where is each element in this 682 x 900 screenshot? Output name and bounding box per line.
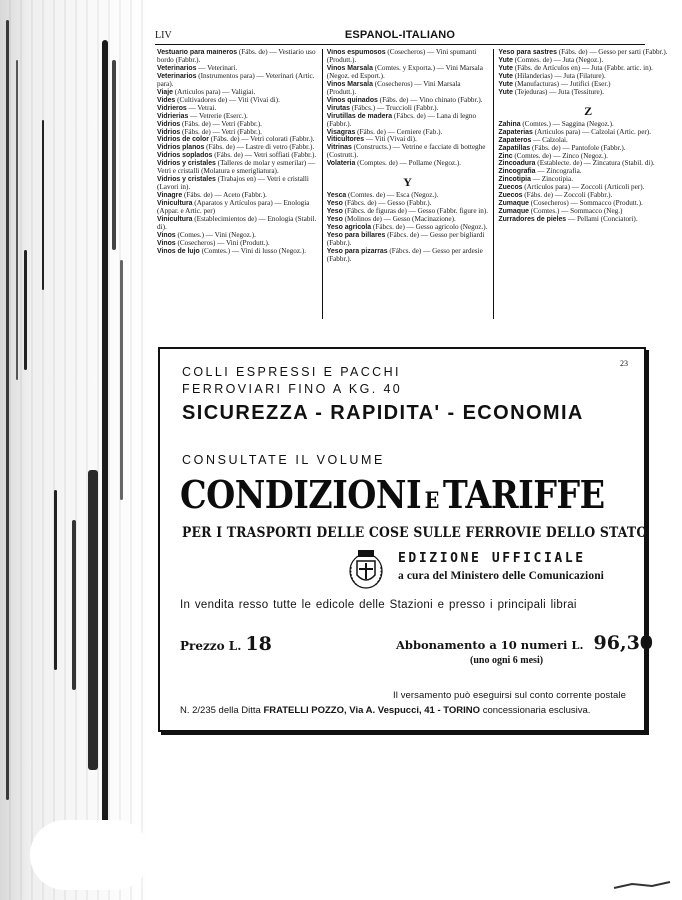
entry-headword: Zurradores de pieles <box>498 216 567 224</box>
entry-translation: (Fábs. de) — Vino chinato (Fabbr.). <box>379 95 483 104</box>
dictionary-entry <box>327 81 489 97</box>
entry-headword: Vidrierias <box>157 112 189 120</box>
ad-subscription-value: 96,30 <box>593 632 654 654</box>
entry-translation: — Calzolai. <box>533 135 568 144</box>
dictionary-entry <box>157 176 317 192</box>
entry-headword: Volateria <box>326 160 356 168</box>
entry-headword: Vinos <box>157 231 176 239</box>
ad-subscription-label: Abbonamento a 10 numeri L. <box>396 638 584 652</box>
entry-headword: Yeso para pizarras <box>326 247 388 255</box>
entry-translation: (Cultivadores de) — Viti (Vivai di). <box>177 95 280 104</box>
ad-subtitle: PER I TRASPORTI DELLE COSE SULLE FERROVIE DELLO STATO <box>182 525 648 541</box>
entry-translation: (Hilanderias) — Juta (Filature). <box>514 71 606 80</box>
entry-translation: (Cosecheros) — Vini spumanti (Produtt.). <box>326 49 477 64</box>
entry-headword: Zumaque <box>498 200 529 208</box>
entry-headword: Zumaque <box>498 208 529 216</box>
entry-translation: (Comptes. de) — Pollame (Negoz.). <box>357 159 462 168</box>
ad-account-suffix: concessionaria esclusiva. <box>482 705 591 716</box>
entry-headword: Vinos quinados <box>326 96 378 104</box>
dictionary-column-2 <box>322 49 494 319</box>
entry-headword: Zincoadura <box>498 160 536 168</box>
dictionary-entry <box>157 73 317 89</box>
scan-streak <box>54 490 57 670</box>
entry-translation: (Cosecheros) — Vini Marsala (Produtt.). <box>326 79 461 96</box>
entry-headword: Vidrios planos <box>157 144 205 152</box>
entry-translation: (Establecte. de) — Zincatura (Stabil. di). <box>537 159 655 168</box>
scan-streak <box>24 250 27 370</box>
entry-headword: Vidrios <box>157 128 181 136</box>
state-emblem-icon <box>346 547 386 591</box>
entry-headword: Viaje <box>157 88 173 96</box>
entry-translation: (Establecimientos de) — Enologia (Stabil. di). <box>157 215 317 231</box>
scan-streak <box>102 40 108 870</box>
entry-translation: (Cosecheros) — Vini (Produtt.). <box>177 238 270 247</box>
entry-translation: (Fábcs. de) — Gesso per bigliardi (Fabbr.). <box>326 231 485 248</box>
entry-translation: (Manufacturas) — Jutifici (Eser.) <box>514 79 611 88</box>
entry-headword: Vinos Marsala <box>326 80 373 88</box>
entry-headword: Vides <box>157 96 176 104</box>
entry-headword: Zincotipia <box>498 176 531 184</box>
entry-headword: Zahina <box>498 120 521 128</box>
dictionary-entry <box>157 200 317 216</box>
ad-price <box>180 633 272 655</box>
ad-title-part-2: TARIFFE <box>442 472 605 517</box>
entry-translation: — Veterinari. <box>198 63 238 72</box>
scan-streak <box>88 470 98 770</box>
dictionary-entry <box>498 216 678 224</box>
entry-translation: (Fábcs. de) — Gesso per ardesie (Fabbr.). <box>326 246 483 263</box>
entry-headword: Yute <box>498 88 513 96</box>
entry-translation: (Fábs. de) — Cerniere (Fab.). <box>357 127 443 136</box>
entry-translation: (Fábs. de) — Vestiario uso bordo (Fabbr.). <box>157 49 316 64</box>
entry-headword: Vinicultura <box>157 200 193 208</box>
entry-headword: Yeso agricola <box>326 224 372 232</box>
entry-headword: Zincografia <box>498 168 536 176</box>
entry-translation: (Comes.) — Vini (Negoz.). <box>177 230 256 239</box>
ad-title-part-1: CONDIZIONI <box>180 472 422 517</box>
entry-headword: Vidrios de color <box>157 136 209 144</box>
entry-headword: Yesca <box>326 192 347 200</box>
entry-headword: Vinos <box>157 239 176 247</box>
ad-line-2: FERROVIARI FINO A KG. 40 <box>182 382 403 396</box>
entry-headword: Zinc <box>498 152 513 160</box>
ad-account-prefix: N. 2/235 della Ditta <box>180 705 261 716</box>
entry-translation: (Talleres de molar y esmerilar) — Vetri e cristalli (Molatura e smerigliatura). <box>157 159 316 176</box>
entry-translation: (Fábs. de) — Vetri (Fabbr.). <box>182 127 262 136</box>
ad-number: 23 <box>620 359 628 368</box>
page-header <box>155 30 645 45</box>
entry-headword: Zapatillas <box>498 144 531 152</box>
entry-headword: Visagras <box>326 128 356 136</box>
entry-headword: Yeso para billares <box>326 232 386 240</box>
entry-translation: (Tejeduras) — Juta (Tessiture). <box>514 87 604 96</box>
entry-headword: Veterinarios <box>157 72 197 80</box>
dictionary-entry <box>498 129 678 137</box>
entry-headword: Zapaterias <box>498 128 533 136</box>
entry-translation: (Comtes.) — Vini di lusso (Negoz.). <box>201 246 307 255</box>
dictionary-column-1 <box>157 49 322 319</box>
entry-headword: Yute <box>498 64 513 72</box>
ad-account-company: FRATELLI POZZO, Via A. Vespucci, 41 - TORINO <box>263 705 481 716</box>
dictionary-entry <box>157 97 317 105</box>
ad-line-1: COLLI ESPRESSI E PACCHI <box>182 365 401 379</box>
running-head: ESPANOL-ITALIANO <box>344 29 456 41</box>
entry-translation: (Aparatos y Artículos para) — Enologia (Appar. e Artic. per) <box>157 199 310 216</box>
entry-headword: Vestuario para maineros <box>157 49 238 56</box>
entry-headword: Vidrieros <box>157 104 187 112</box>
entry-headword: Vinos espumosos <box>326 49 386 56</box>
entry-translation: (Fábcs. de figuras de) — Gesso (Fabbr. figure in). <box>344 207 489 216</box>
dictionary-columns <box>157 49 682 319</box>
ad-title-and: E <box>424 488 440 514</box>
ad-title <box>180 473 605 523</box>
entry-translation: (Fábcs. de) — Gesso agricolo (Negoz.). <box>372 223 488 232</box>
dictionary-entry <box>327 49 489 65</box>
entry-headword: Yeso para sastres <box>498 49 557 56</box>
dictionary-entry <box>157 248 317 256</box>
entry-translation: — Viti (Vivai di). <box>365 135 417 144</box>
entry-headword: Vidrios y cristales <box>157 160 216 168</box>
entry-translation: (Fábs. de) — Aceto (Fabbr.). <box>183 191 267 200</box>
scan-streak <box>42 120 44 290</box>
scan-streak <box>120 260 123 500</box>
entry-translation: — Vetrerie (Eserc.). <box>190 111 248 120</box>
dictionary-entry <box>327 232 489 248</box>
advertisement-box <box>158 347 654 732</box>
dictionary-column-3 <box>493 49 682 319</box>
entry-translation: (Fábs. de) — Gesso per sarti (Fabbr.). <box>558 49 668 56</box>
entry-translation: (Articulos para) — Valigiai. <box>174 87 256 96</box>
entry-translation: (Fábs. de) — Vetri (Fabbr.). <box>182 119 262 128</box>
dictionary-entry <box>327 160 489 168</box>
entry-headword: Virutas <box>326 104 350 112</box>
entry-translation: (Constructs.) — Vetrine e facciate di botteghe (Costrutt.). <box>326 143 486 160</box>
entry-headword: Veterinarios <box>157 64 197 72</box>
dictionary-entry <box>327 248 489 264</box>
scanned-page-edge <box>0 0 150 900</box>
entry-translation: (Fábs. de) — Zoccoli (Fabbr.). <box>524 191 613 200</box>
page-number: LIV <box>155 30 172 41</box>
ad-edition: EDIZIONE UFFICIALE <box>398 551 586 566</box>
entry-headword: Vinos de lujo <box>157 247 200 255</box>
ad-ministry: a cura del Ministero delle Comunicazioni <box>398 570 604 582</box>
ad-subscription-note: (uno ogni 6 mesi) <box>470 655 544 666</box>
dictionary-entry <box>498 89 678 97</box>
entry-headword: Zuecos <box>498 184 523 192</box>
entry-headword: Vidrios <box>157 120 181 128</box>
entry-headword: Vinicultura <box>157 216 193 224</box>
ad-account-line <box>180 705 590 716</box>
ad-payment-line: Il versamento può eseguirsi sul conto corrente postale <box>393 690 626 701</box>
entry-headword: Vidrios soplados <box>157 152 213 160</box>
dictionary-entry <box>157 49 317 65</box>
entry-translation: (Fábcs.) — Truccioli (Fabbr.). <box>351 103 439 112</box>
entry-headword: Zapateros <box>498 136 532 144</box>
ad-sale-points: In vendita resso tutte le edicole delle Stazioni e presso i principali librai <box>180 599 577 611</box>
scan-streak <box>6 20 9 800</box>
entry-translation: — Vetrai. <box>188 103 217 112</box>
entry-headword: Vinos Marsala <box>326 64 373 72</box>
entry-translation: (Cosecheros) — Sommacco (Produtt.). <box>530 199 643 208</box>
entry-translation: (Fábs. de) — Lastre di vetro (Fabbr.). <box>206 143 315 152</box>
ad-subscription <box>396 632 653 654</box>
entry-translation: (Fábs. de Artículos en) — Juta (Fabbr. artic. in). <box>514 63 653 72</box>
scan-streak <box>72 520 76 690</box>
dictionary-entry <box>327 113 489 129</box>
entry-headword: Yute <box>498 56 513 64</box>
entry-headword: Yute <box>498 72 513 80</box>
entry-translation: (Molinos de) — Gesso (Macinazione). <box>344 215 456 224</box>
entry-headword: Yute <box>498 80 513 88</box>
dictionary-entry <box>157 160 317 176</box>
ad-slogan: SICUREZZA - RAPIDITA' - ECONOMIA <box>182 402 584 424</box>
entry-headword: Viticultores <box>326 136 365 144</box>
dictionary-entry <box>157 216 317 232</box>
entry-headword: Zuecos <box>498 192 523 200</box>
entry-headword: Virutillas de madera <box>326 112 393 120</box>
ad-price-label: Prezzo L. <box>180 639 242 653</box>
scan-streak <box>112 60 116 250</box>
ad-price-value: 18 <box>245 633 272 655</box>
entry-headword: Yeso <box>326 208 343 216</box>
entry-translation: (Comtes. de) — Esca (Negoz.). <box>348 191 439 200</box>
entry-translation: (Comtes. de) — Juta (Negoz.). <box>514 55 604 64</box>
dictionary-entry <box>327 144 489 160</box>
scan-streak <box>16 60 18 380</box>
entry-translation: (Fábs. de) — Pantofole (Fabbr.). <box>531 143 626 152</box>
entry-headword: Vitrinas <box>326 144 352 152</box>
entry-translation: (Comtes.) — Saggina (Negoz.). <box>522 119 614 128</box>
section-letter: Z <box>584 103 593 118</box>
scan-corner-mark <box>612 880 672 890</box>
entry-translation: — Pellami (Conciatori). <box>567 215 638 224</box>
section-letter: Y <box>403 175 412 190</box>
scan-blot <box>30 820 150 890</box>
entry-headword: Yeso <box>326 216 343 224</box>
entry-translation: (Instrumentos para) — Veterinari (Artic. para). <box>157 71 315 88</box>
entry-translation: — Zincotipia. <box>532 175 574 184</box>
entry-translation: (Fábs. de) — Vetri colorati (Fabbr.). <box>210 135 315 144</box>
dictionary-entry <box>327 65 489 81</box>
entry-headword: Vinagre <box>157 192 183 200</box>
entry-headword: Vidrios y cristales <box>157 176 216 184</box>
entry-translation: (Artículos para) — Zoccoli (Articoli per). <box>524 183 645 192</box>
entry-translation: (Articulos para) — Calzolai (Artic. per). <box>534 127 651 136</box>
entry-translation: (Fábcs. de) — Gesso (Fabbr.). <box>344 199 432 208</box>
entry-translation: (Comtes. de) — Zinco (Negoz.). <box>514 151 608 160</box>
entry-headword: Yeso <box>326 200 343 208</box>
ad-consult-line: CONSULTATE IL VOLUME <box>182 453 385 467</box>
entry-translation: (Fábs. de) — Vetri soffiati (Fabbr.). <box>214 151 317 160</box>
entry-translation: — Zincografia. <box>537 167 582 176</box>
entry-translation: (Comtes.) — Sommacco (Neg.) <box>530 207 623 216</box>
entry-translation: (Fábcs. de) — Lana di legno (Fabbr.). <box>326 111 477 128</box>
entry-translation: (Trabajos en) — Vetri e cristalli (Lavori in). <box>157 175 309 192</box>
entry-translation: (Comtes. y Exporta.) — Vini Marsala (Negoz. ed Esport.). <box>326 63 483 80</box>
